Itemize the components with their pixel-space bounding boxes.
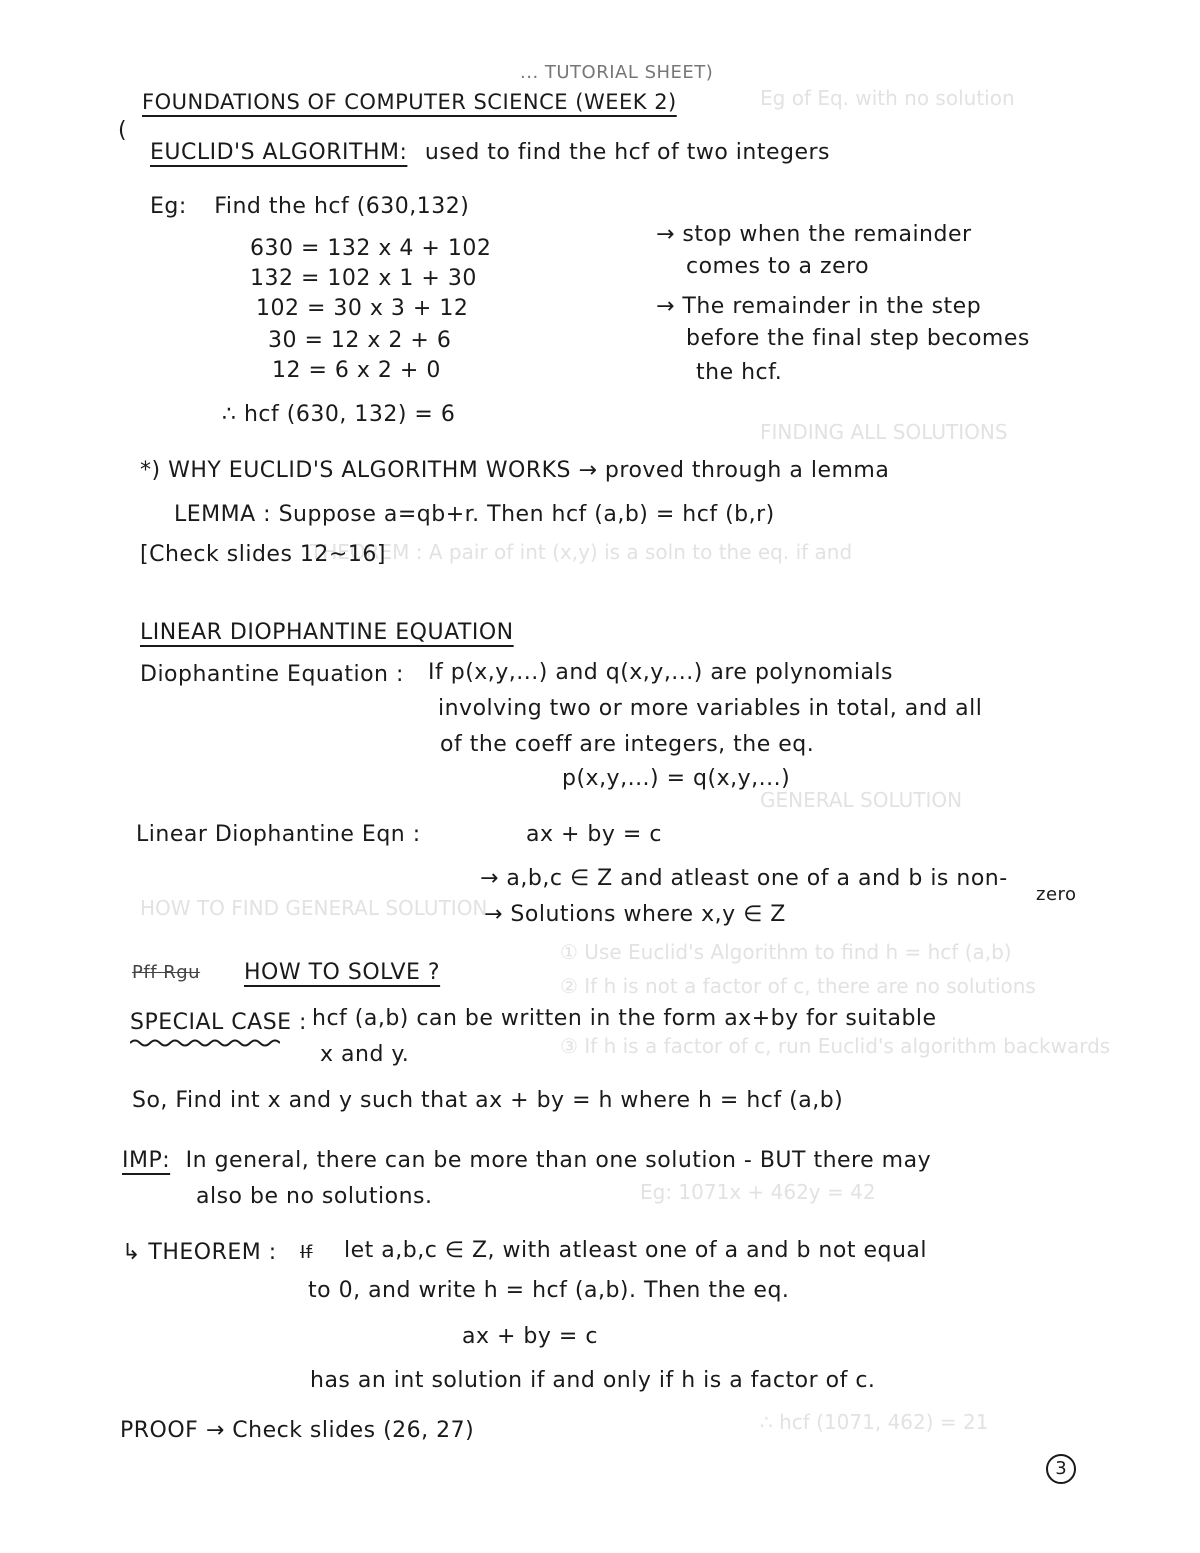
lemma-line: LEMMA : Suppose a=qb+r. Then hcf (a,b) = hcf (b,r) [174,502,775,527]
bleed-text: ∴ hcf (1071, 462) = 21 [760,1410,989,1434]
linear-note: → Solutions where x,y ∈ Z [484,902,786,927]
proof-line: PROOF → Check slides (26, 27) [120,1418,475,1443]
imp-text: In general, there can be more than one solution - BUT there may [185,1148,932,1173]
bleed-text: GENERAL SOLUTION [760,788,963,812]
example-label: Eg: [150,194,187,219]
squiggle-underline [130,1038,280,1048]
page-title: FOUNDATIONS OF COMPUTER SCIENCE (WEEK 2) [142,90,677,114]
imp-label: IMP: [122,1148,171,1173]
bleed-text: THEOREM : A pair of int (x,y) is a soln to the eq. if and [310,540,853,564]
linear-label: Linear Diophantine Eqn : [136,822,421,847]
bleed-text: Eg of Eq. with no solution [760,86,1015,110]
example-line [150,194,469,219]
bleed-text: ③ If h is a factor of c, run Euclid's algorithm backwards [560,1034,1111,1058]
diophantine-def-label: Diophantine Equation : [140,662,404,687]
euclid-step: 12 = 6 x 2 + 0 [272,358,441,383]
bleed-text: Eg: 1071x + 462y = 42 [640,1180,876,1204]
example-text: Find the hcf (630,132) [214,194,470,219]
theorem-text: to 0, and write h = hcf (a,b). Then the eq. [308,1278,790,1303]
euclid-heading-label: EUCLID'S ALGORITHM: [150,140,408,165]
euclid-heading [150,140,830,165]
euclid-step: 132 = 102 x 1 + 30 [250,266,477,291]
theorem-text: has an int solution if and only if h is a factor of c. [310,1368,876,1393]
note-stop: → stop when the remainder [656,222,972,247]
crossed-out-text: If [300,1242,313,1263]
page-number: 3 [1046,1454,1076,1484]
so-line: So, Find int x and y such that ax + by = h where h = hcf (a,b) [132,1088,844,1113]
note-remainder: the hcf. [696,360,783,385]
why-line: *) WHY EUCLID'S ALGORITHM WORKS → proved through a lemma [140,458,890,483]
note-remainder: before the final step becomes [686,326,1030,351]
how-to-solve-heading: HOW TO SOLVE ? [244,960,441,985]
diophantine-heading: LINEAR DIOPHANTINE EQUATION [140,620,514,645]
slides-reference: [Check slides 12~16] [140,542,386,567]
euclid-step: 630 = 132 x 4 + 102 [250,236,492,261]
linear-equation: ax + by = c [526,822,662,847]
bleed-text: HOW TO FIND GENERAL SOLUTION [140,896,488,920]
diophantine-def: If p(x,y,...) and q(x,y,...) are polynomials [428,660,893,685]
diophantine-def-eq: p(x,y,...) = q(x,y,...) [562,766,791,791]
margin-mark: ( [118,118,128,143]
special-case-label: SPECIAL CASE : [130,1010,307,1035]
imp-line [122,1148,931,1173]
bleed-text: FINDING ALL SOLUTIONS [760,420,1008,444]
diophantine-def: of the coeff are integers, the eq. [440,732,815,757]
linear-note: zero [1036,884,1077,905]
bleed-text: ① Use Euclid's Algorithm to find h = hcf (a,b) [560,940,1012,964]
euclid-description: used to find the hcf of two integers [424,140,830,165]
special-case-text: hcf (a,b) can be written in the form ax+by for suitable [312,1006,937,1031]
crossed-out-text: Pff Rgu [132,962,201,983]
bleed-text: ② If h is not a factor of c, there are no solutions [560,974,1036,998]
linear-note: → a,b,c ∈ Z and atleast one of a and b is non- [480,866,1008,891]
note-remainder: → The remainder in the step [656,294,982,319]
special-case-text: x and y. [320,1042,410,1067]
diophantine-def: involving two or more variables in total, and all [438,696,983,721]
theorem-label: ↳ THEOREM : [122,1240,277,1265]
imp-text: also be no solutions. [196,1184,433,1209]
euclid-step: 102 = 30 x 3 + 12 [256,296,469,321]
theorem-equation: ax + by = c [462,1324,598,1349]
euclid-step: 30 = 12 x 2 + 6 [268,328,452,353]
euclid-result: ∴ hcf (630, 132) = 6 [222,402,456,427]
theorem-text: let a,b,c ∈ Z, with atleast one of a and b not equal [344,1238,927,1263]
note-stop: comes to a zero [686,254,870,279]
partial-top-text: ... TUTORIAL SHEET) [520,62,714,83]
